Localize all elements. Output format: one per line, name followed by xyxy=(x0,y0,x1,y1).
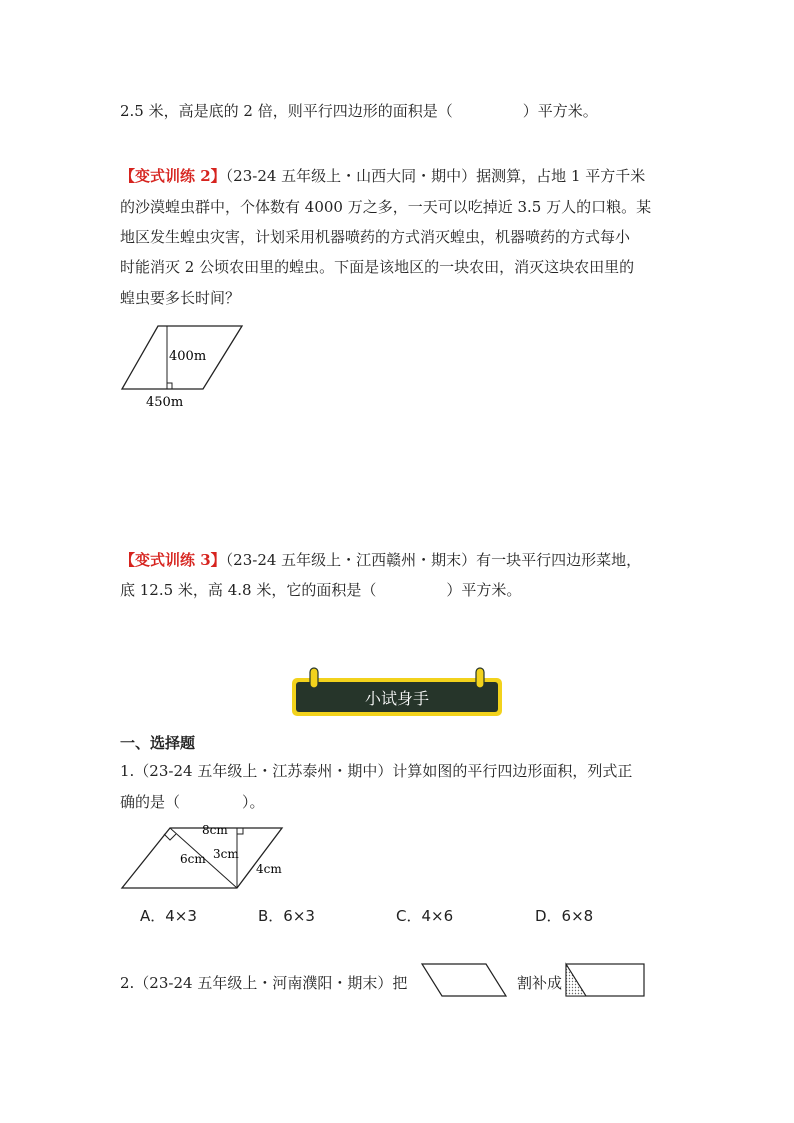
question-2-pre: 2.（23-24 五年级上・河南濮阳・期末）把 xyxy=(120,974,408,992)
exercise-3-line-2 xyxy=(120,580,521,600)
exercise-2-line-5: 蝗虫要多长时间？ xyxy=(120,289,241,307)
label-6cm: 6cm xyxy=(180,852,206,866)
section-banner xyxy=(285,666,509,722)
exercise-2-line-4: 时能消灭 2 公顷农田里的蝗虫。下面是该地区的一块农田，消灭这块农田里的 xyxy=(120,258,635,276)
question-text: ）。 xyxy=(242,793,265,811)
question-1-line-1: 1.（23-24 五年级上・江苏泰州・期中）计算如图的平行四边形面积，列式正 xyxy=(120,762,633,780)
exercise-label: 【变式训练 3】 xyxy=(120,551,226,569)
banner-title: 小试身手 xyxy=(364,689,430,708)
question-text: 确的是（ xyxy=(120,793,181,811)
exercise-text: ）平方米。 xyxy=(446,581,522,599)
option-d[interactable]: D．6×8 xyxy=(535,907,594,925)
exercise-2-line-3: 地区发生蝗虫灾害，计划采用机器喷药的方式消灭蝗虫，机器喷药的方式每小 xyxy=(120,228,631,246)
exercise-2-line-1 xyxy=(120,166,645,186)
exercise-3-line-1 xyxy=(120,550,641,570)
label-4cm: 4cm xyxy=(256,862,282,876)
exercise-label: 【变式训练 2】 xyxy=(120,167,226,185)
option-c[interactable]: C．4×6 xyxy=(396,907,454,925)
base-label: 450m xyxy=(146,395,184,410)
question-1-line-2 xyxy=(120,792,265,812)
option-a[interactable]: A．4×3 xyxy=(140,907,197,925)
section-title: 一、选择题 xyxy=(120,734,196,752)
rectangle-result xyxy=(565,962,647,1000)
problem-text: ）平方米。 xyxy=(522,102,598,120)
parallelogram-figure-farm xyxy=(110,320,260,415)
exercise-text: （23-24 五年级上・江西赣州・期末）有一块平行四边形菜地， xyxy=(225,551,642,569)
option-b[interactable]: B．6×3 xyxy=(258,907,315,925)
exercise-text: 底 12.5 米，高 4.8 米，它的面积是（ xyxy=(120,581,377,599)
label-3cm: 3cm xyxy=(213,847,239,861)
height-label: 400m xyxy=(169,349,207,364)
parallelogram-small xyxy=(420,962,510,1000)
problem-text-line xyxy=(120,101,598,121)
question-2-mid: 割补成 xyxy=(517,974,563,992)
exercise-text: （23-24 五年级上・山西大同・期中）据测算，占地 1 平方千米 xyxy=(225,167,646,185)
exercise-2-line-2: 的沙漠蝗虫群中，个体数有 4000 万之多，一天可以吃掉近 3.5 万人的口粮。某 xyxy=(120,198,652,216)
label-8cm: 8cm xyxy=(202,823,228,837)
problem-text: 2.5 米，高是底的 2 倍，则平行四边形的面积是（ xyxy=(120,102,453,120)
parallelogram-figure-q1 xyxy=(110,820,310,895)
